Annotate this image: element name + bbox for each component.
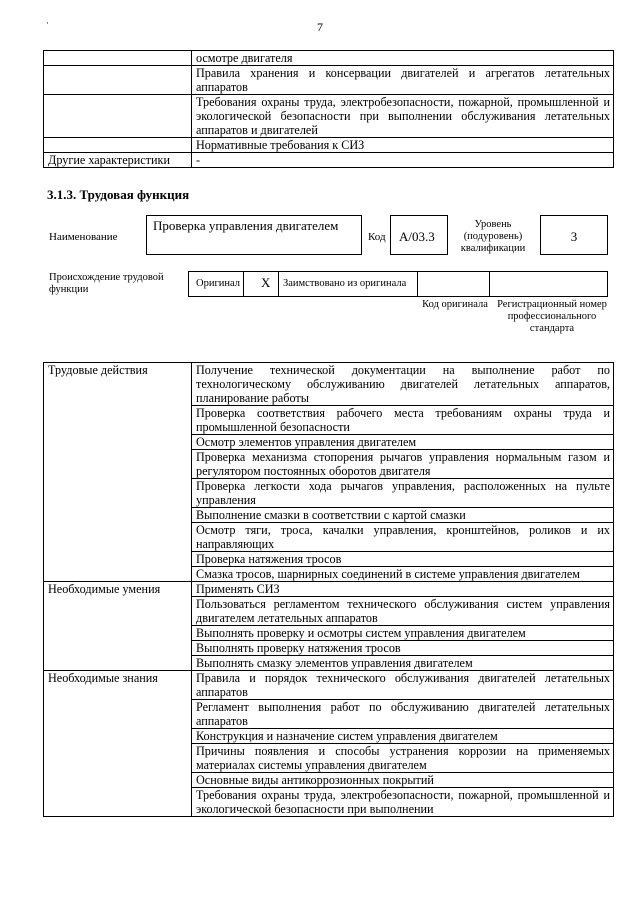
group-item: Получение технической документации на выполнение работ по технологическому обслуживанию двигателей летательных аппаратов, планирование работы (192, 363, 614, 406)
group-item: Выполнять проверку натяжения тросов (192, 641, 614, 656)
table-row (44, 582, 614, 597)
row-text: Правила хранения и консервации двигателей и агрегатов летательных аппаратов (192, 66, 614, 95)
row-category: Другие характеристики (44, 153, 192, 168)
previous-section-table (43, 50, 614, 168)
function-code-box (390, 215, 448, 255)
table-row (44, 671, 614, 700)
row-text: Требования охраны труда, электробезопасности, пожарной, промышленной и экологической безопасности при выполнении обслуживания летательных аппаратов и двигателей (192, 95, 614, 138)
row-text: - (192, 153, 614, 168)
row-category (44, 51, 192, 66)
function-name-box (146, 215, 362, 255)
level-label: Уровень (подуровень) квалификации (460, 219, 526, 254)
name-label: Наименование (49, 231, 118, 243)
group-title: Необходимые знания (44, 671, 192, 817)
original-code-label: Код оригинала (422, 299, 488, 310)
original-label: Оригинал (196, 278, 240, 289)
borrowed-label: Заимствовано из оригинала (283, 278, 407, 289)
group-item: Проверка натяжения тросов (192, 552, 614, 567)
group-item: Выполнять проверку и осмотры систем управления двигателем (192, 626, 614, 641)
origin-label: Происхождение трудовой функции (49, 272, 164, 295)
table-row (44, 95, 614, 138)
table-row (44, 153, 614, 168)
table-row (44, 363, 614, 406)
group-item: Применять СИЗ (192, 582, 614, 597)
row-category (44, 95, 192, 138)
group-item: Основные виды антикоррозионных покрытий (192, 773, 614, 788)
group-title: Трудовые действия (44, 363, 192, 582)
function-name: Проверка управления двигателем (153, 218, 339, 233)
group-item: Конструкция и назначение систем управления двигателем (192, 729, 614, 744)
section-title: 3.1.3. Трудовая функция (47, 187, 190, 202)
corner-dot: · (46, 18, 49, 28)
group-item: Осмотр элементов управления двигателем (192, 435, 614, 450)
level-value: 3 (570, 229, 578, 244)
table-row (44, 66, 614, 95)
group-title: Необходимые умения (44, 582, 192, 671)
function-code: A/03.3 (399, 229, 435, 244)
group-item: Правила и порядок технического обслуживания двигателей летательных аппаратов (192, 671, 614, 700)
original-mark: X (261, 275, 271, 290)
code-label: Код (368, 231, 386, 243)
table-row (44, 51, 614, 66)
registration-number-label: Регистрационный номер профессионального стандарта (497, 299, 607, 334)
group-item: Регламент выполнения работ по обслуживанию двигателей летательных аппаратов (192, 700, 614, 729)
row-category (44, 138, 192, 153)
group-item: Причины появления и способы устранения коррозии на применяемых материалах системы управления двигателем (192, 744, 614, 773)
page-number: 7 (317, 20, 323, 34)
group-item: Проверка легкости хода рычагов управления, расположенных на пульте управления (192, 479, 614, 508)
group-item: Пользоваться регламентом технического обслуживания систем управления двигателем летательных аппаратов (192, 597, 614, 626)
group-item: Требования охраны труда, электробезопасности, пожарной, промышленной и экологической безопасности при выполнении (192, 788, 614, 817)
origin-row (188, 271, 608, 297)
group-item: Смазка тросов, шарнирных соединений в системе управления двигателем (192, 567, 614, 582)
group-item: Выполнение смазки в соответствии с картой смазки (192, 508, 614, 523)
table-row (44, 138, 614, 153)
function-details-table (43, 362, 614, 817)
group-item: Выполнять смазку элементов управления двигателем (192, 656, 614, 671)
group-item: Проверка соответствия рабочего места требованиям охраны труда и промышленной безопасности (192, 406, 614, 435)
level-box (540, 215, 608, 255)
row-category (44, 66, 192, 95)
row-text: Нормативные требования к СИЗ (192, 138, 614, 153)
group-item: Осмотр тяги, троса, качалки управления, кронштейнов, роликов и их направляющих (192, 523, 614, 552)
row-text: осмотре двигателя (192, 51, 614, 66)
group-item: Проверка механизма стопорения рычагов управления нормальным газом и регулятором постоянных оборотов двигателя (192, 450, 614, 479)
